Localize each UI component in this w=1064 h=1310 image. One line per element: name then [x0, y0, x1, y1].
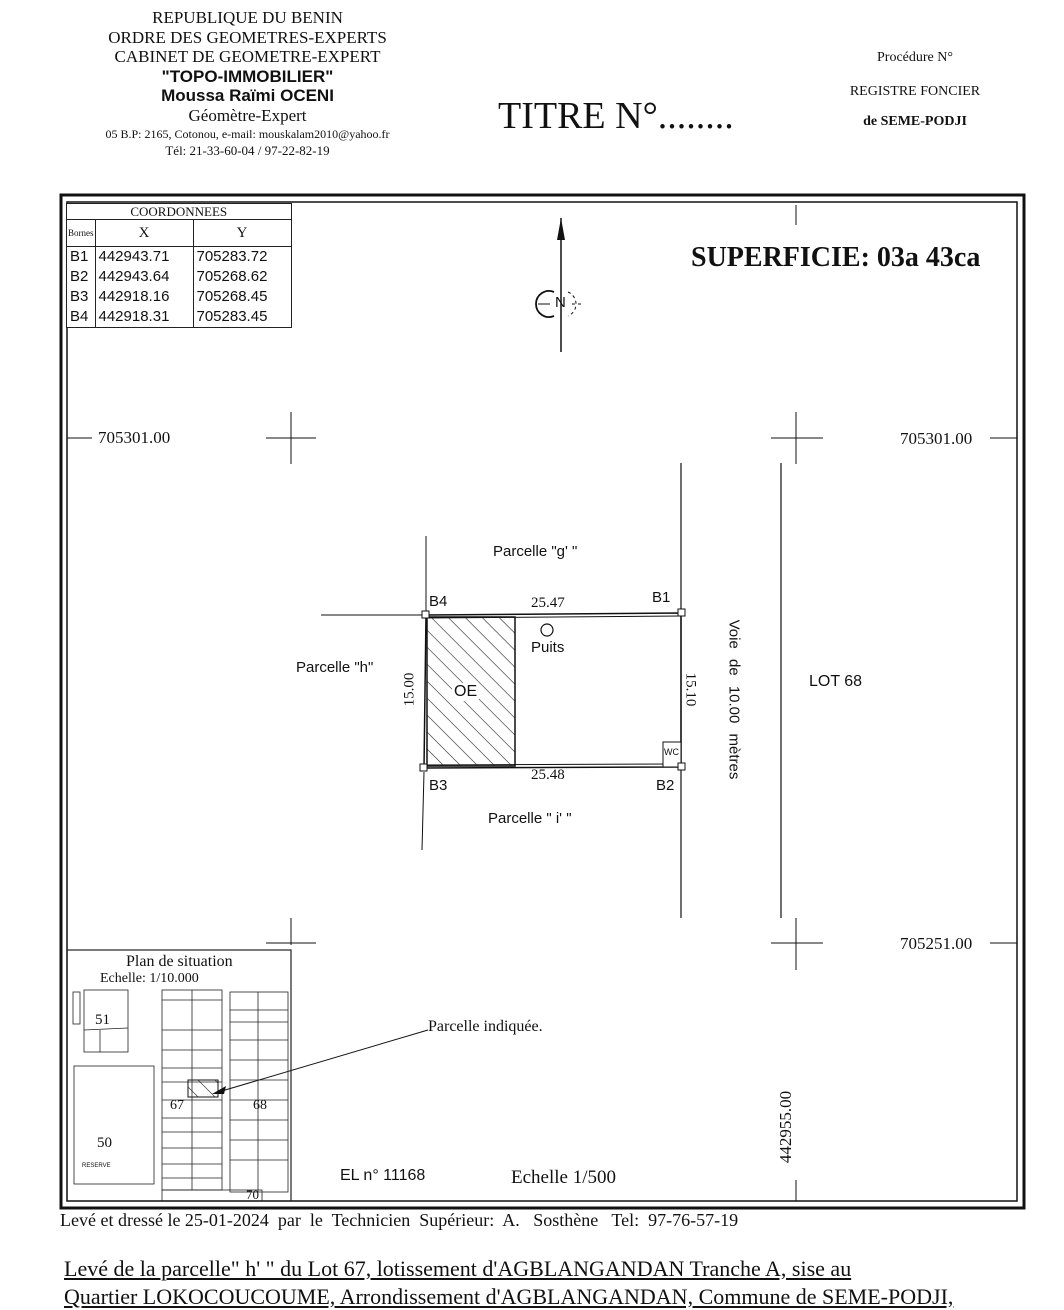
- situation-title: Plan de situation: [126, 953, 233, 970]
- borne-b1-marker: [678, 609, 685, 616]
- pointer-line: [215, 1030, 428, 1093]
- document-title: TITRE N°........: [498, 95, 734, 137]
- borne-b4-marker: [422, 611, 429, 618]
- block-50-label: 50: [97, 1135, 112, 1151]
- header-address: 05 B.P: 2165, Cotonou, e-mail: mouskalam2010@yahoo.fr: [105, 127, 390, 142]
- grid-cross: [771, 412, 823, 464]
- grid-label-y-top-left: 705301.00: [98, 428, 171, 447]
- well-icon: [541, 624, 553, 636]
- header-ordre: ORDRE DES GEOMETRES-EXPERTS: [108, 27, 387, 47]
- block-67-label: 67: [170, 1098, 184, 1113]
- el-number: EL n° 11168: [340, 1167, 426, 1184]
- dim-bottom-label: 25.48: [531, 767, 565, 783]
- table-row: [67, 247, 292, 268]
- coord-y: 705268.62: [193, 267, 291, 287]
- borne-b1-label: B1: [652, 589, 671, 606]
- borne-id: B4: [67, 307, 96, 328]
- header-phone: Tél: 21-33-60-04 / 97-22-82-19: [165, 143, 330, 159]
- parcel-description-line2: Quartier LOKOCOUCOUME, Arrondissement d'AGBLANGANDAN, Commune de SEME-PODJI,: [64, 1284, 954, 1309]
- coordinates-table: [66, 203, 292, 328]
- coord-x: 442943.71: [95, 247, 193, 268]
- borne-b3-marker: [420, 764, 427, 771]
- situation-scale: Echelle: 1/10.000: [100, 971, 199, 986]
- coord-y: 705268.45: [193, 287, 291, 307]
- grid-cross: [771, 918, 823, 970]
- col-x-header: X: [95, 220, 193, 247]
- grid-label-x-bottom: 442955.00: [776, 1090, 796, 1164]
- scale-label: Echelle 1/500: [511, 1167, 616, 1188]
- inner-frame: [67, 202, 1017, 1201]
- coord-x: 442918.31: [95, 307, 193, 328]
- wc-label: WC: [664, 747, 679, 757]
- borne-id: B3: [67, 287, 96, 307]
- north-label: N: [555, 294, 566, 311]
- coord-x: 442943.64: [95, 267, 193, 287]
- table-row: [67, 287, 292, 307]
- parcelle-west-label: Parcelle "h": [296, 659, 374, 676]
- coord-x: 442918.16: [95, 287, 193, 307]
- block-51-label: 51: [95, 1012, 110, 1028]
- grid-cross: [266, 412, 316, 464]
- block-68-label: 68: [253, 1098, 267, 1113]
- header-surveyor-name: Moussa Raïmi OCENI: [161, 86, 334, 106]
- table-row: [67, 267, 292, 287]
- col-y-header: Y: [193, 220, 291, 247]
- parcelle-north-label: Parcelle "g' ": [493, 543, 578, 560]
- procedure-label: Procédure N°: [877, 50, 953, 65]
- header-profession: Géomètre-Expert: [188, 105, 307, 125]
- col-bornes-header: Bornes: [67, 220, 96, 247]
- borne-id: B1: [67, 247, 96, 268]
- north-arrow-icon: [536, 218, 584, 352]
- coord-y: 705283.72: [193, 247, 291, 268]
- block-70-label: 70: [246, 1187, 259, 1202]
- registry-location: de SEME-PODJI: [863, 114, 967, 130]
- parcel-description-line1: Levé de la parcelle" h' " du Lot 67, lotissement d'AGBLANGANDAN Tranche A, sise au: [64, 1256, 852, 1281]
- dim-left-label: 15.00: [401, 672, 418, 707]
- dim-top-label: 25.47: [531, 595, 565, 611]
- parcelle-south-label: Parcelle " i' ": [488, 810, 572, 827]
- puits-label: Puits: [531, 639, 565, 656]
- situation-highlight: [188, 1080, 218, 1097]
- borne-id: B2: [67, 267, 96, 287]
- coordinates-caption: COORDONNEES: [67, 204, 292, 220]
- borne-b2-label: B2: [656, 777, 675, 794]
- superficie-label: SUPERFICIE: 03a 43ca: [691, 242, 981, 273]
- borne-b3-label: B3: [429, 777, 448, 794]
- header-republic: REPUBLIQUE DU BENIN: [152, 8, 343, 27]
- lot68-label: LOT 68: [809, 673, 863, 690]
- situation-pointer-label: Parcelle indiquée.: [428, 1018, 543, 1035]
- survey-credit: Levé et dressé le 25-01-2024 par le Technicien Supérieur: A. Sosthène Tel: 97-76-57-19: [60, 1210, 739, 1230]
- oe-label: OE: [454, 683, 478, 700]
- dim-right-label: 15.10: [682, 672, 699, 707]
- borne-b2-marker: [678, 763, 685, 770]
- registre-foncier: REGISTRE FONCIER: [849, 84, 981, 100]
- grid-label-y-top-right: 705301.00: [900, 429, 973, 448]
- grid-cross: [266, 918, 316, 945]
- reserve-label: RESERVE: [82, 1163, 111, 1169]
- header-company: "TOPO-IMMOBILIER": [161, 66, 334, 86]
- table-row: [67, 307, 292, 328]
- outer-frame: [61, 195, 1024, 1208]
- borne-b4-label: B4: [429, 593, 448, 610]
- grid-label-y-bottom-right: 705251.00: [900, 934, 973, 953]
- coord-y: 705283.45: [193, 307, 291, 328]
- header-cabinet: CABINET DE GEOMETRE-EXPERT: [114, 47, 381, 67]
- road-label: Voie de 10.00 mètres: [725, 619, 743, 780]
